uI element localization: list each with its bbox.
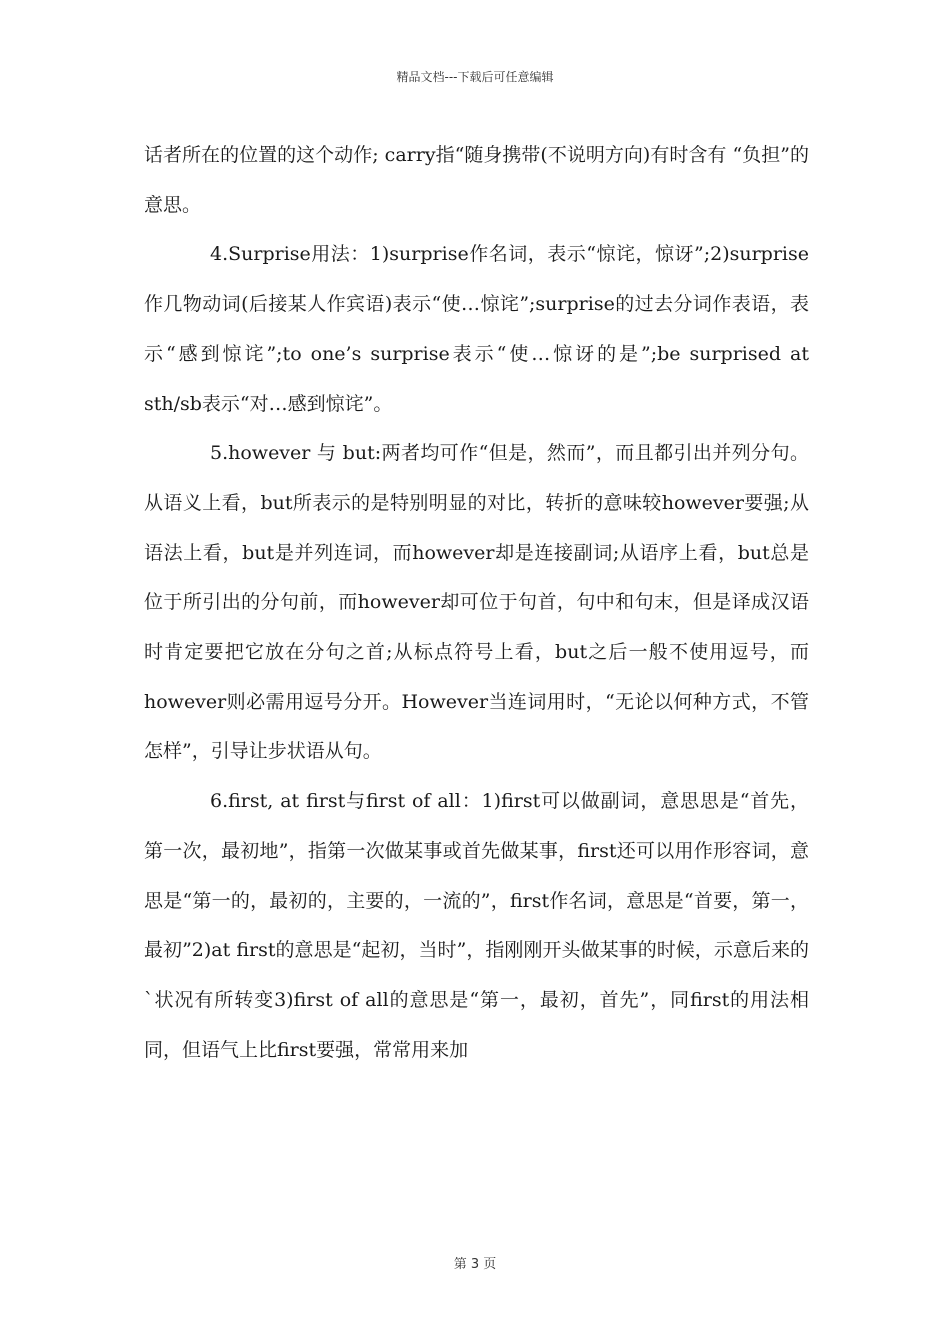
paragraph-however-but: 5.however 与 but:两者均可作“但是，然而”，而且都引出并列分句。从语义上看，but所表示的是特别明显的对比，转折的意味较however要强;从语法上看，but是并列连词，而however却是连接副词;从语序上看，but总是位于所引出的分句前，而however却可位于句首，句中和句末，但是译成汉语时肯定要把它放在分句之首;从标点符号上看，but之后一般不使用逗号，而however则必需用逗号分开。However当连词用时，“无论以何种方式，不管怎样”，引导让步状语从句。 [144, 442, 809, 763]
paragraph-first: 6.first, at first与first of all：1)first可以做副词，意思思是“首先，第一次，最初地”，指第一次做某事或首先做某事，first还可以用作形容词，意思是“第一的，最初的，主要的，一流的”，first作名词，意思是“首要，第一，最初”2)at first的意思是“起初，当时”，指刚刚开头做某事的时候，示意后来的`状况有所转变3)first of all的意思是“第一，最初，首先”，同first的用法相同，但语气上比first要强，常常用来加 [144, 790, 809, 1061]
page-header: 精品文档---下载后可任意编辑 [396, 70, 554, 84]
paragraph-surprise: 4.Surprise用法：1)surprise作名词，表示“惊诧，惊讶”;2)surprise作几物动词(后接某人作宾语)表示“使…惊诧”;surprise的过去分词作表语，表示“感到惊诧”;to one’s surprise表示“使…惊讶的是”;be surprised at sth/sb表示“对…感到惊诧”。 [144, 243, 809, 415]
paragraph-continuation: 话者所在的位置的这个动作; carry指“随身携带(不说明方向)有时含有 “负担”的意思。 [144, 144, 809, 216]
document-body [144, 131, 809, 1075]
page-number: 第 3 页 [453, 1257, 497, 1272]
